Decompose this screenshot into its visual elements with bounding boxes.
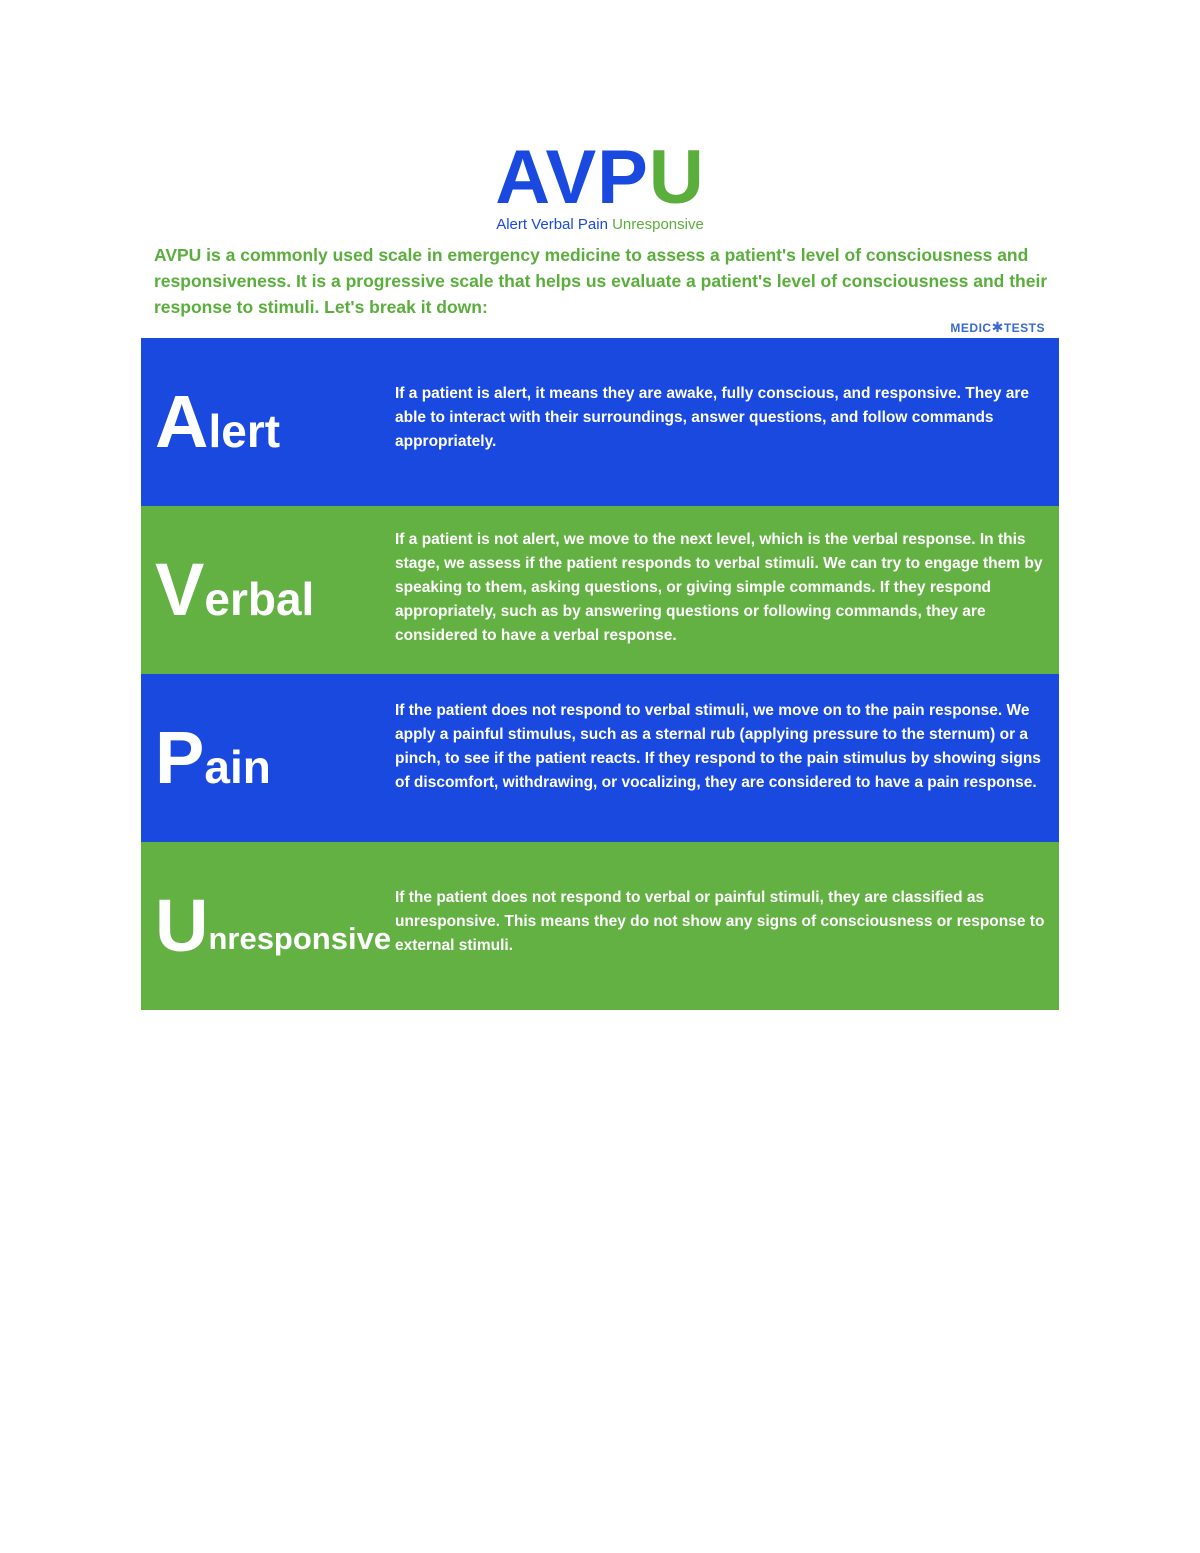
row-description: If a patient is alert, it means they are awake, fully conscious, and responsive. They are able to interact with their surroundings, answer questions, and follow commands appropriately. — [395, 385, 1030, 450]
subtitle-green-part: Unresponsive — [612, 216, 704, 233]
page-subtitle — [0, 216, 1200, 234]
row-rest: nresponsive — [208, 921, 392, 956]
row-alert — [141, 338, 1059, 506]
row-rest: lert — [208, 405, 281, 457]
avpu-table — [141, 338, 1059, 1010]
star-of-life-icon: ✱ — [991, 319, 1004, 335]
row-initial: U — [155, 884, 209, 967]
row-word — [155, 338, 395, 506]
row-pain — [141, 674, 1059, 842]
brand-right: TESTS — [1003, 321, 1045, 335]
row-description: If the patient does not respond to verbal or painful stimuli, they are classified as unresponsive. This means they do not show any signs of consciousness or response to external stimuli. — [395, 889, 1045, 954]
row-description: If the patient does not respond to verbal stimuli, we move on to the pain response. We apply a painful stimulus, such as a sternal rub (applying pressure to the sternum) or a pinch, to see if the patient reacts. If they respond to the pain stimulus by showing signs of discomfort, withdrawing, or vocalizing, they are considered to have a pain response. — [395, 702, 1041, 791]
row-word — [155, 506, 395, 674]
subtitle-blue-part: Alert Verbal Pain — [496, 216, 608, 233]
row-rest: ain — [204, 741, 271, 793]
row-word — [155, 842, 395, 1010]
row-verbal — [141, 506, 1059, 674]
row-unresponsive — [141, 842, 1059, 1010]
title-avp: AVP — [495, 135, 649, 220]
row-word — [155, 674, 395, 842]
row-description: If a patient is not alert, we move to the next level, which is the verbal response. In this stage, we assess if the patient responds to verbal stimuli. We can try to engage them by speaking to them, asking questions, or giving simple commands. If they respond appropriately, such as by answering questions or following commands, they are considered to have a verbal response. — [395, 531, 1043, 644]
page-title — [495, 135, 705, 220]
row-initial: A — [155, 380, 209, 463]
title-u: U — [648, 135, 705, 220]
row-initial: V — [155, 548, 205, 631]
header — [0, 135, 1200, 234]
brand-left: MEDIC — [950, 321, 992, 335]
row-initial: P — [155, 716, 205, 799]
brand-logo — [920, 319, 1045, 336]
intro-paragraph: AVPU is a commonly used scale in emergency medicine to assess a patient's level of consciousness and responsiveness. It is a progressive scale that helps us evaluate a patient's level of consciousness and their response to stimuli. Let's break it down: — [154, 245, 1048, 317]
row-rest: erbal — [204, 573, 315, 625]
